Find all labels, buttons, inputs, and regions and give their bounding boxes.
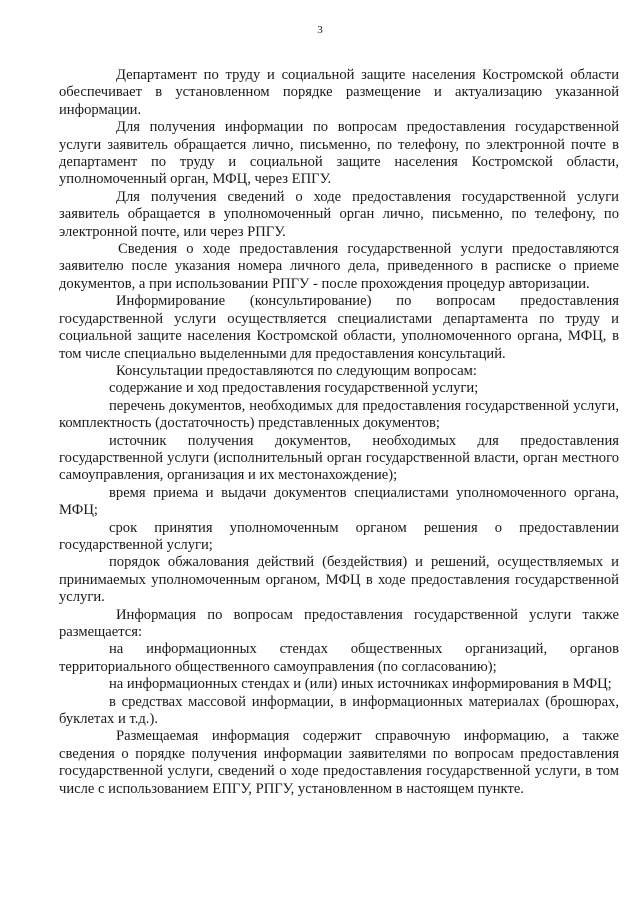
paragraph: Для получения информации по вопросам предоставления государственной услуги заявитель обращается лично, письменно, по телефону, по электронной почте в департамент по труду и социальной защите населения Костромской области, уполномоченный орган, МФЦ, через ЕПГУ.	[59, 119, 619, 188]
paragraph: Размещаемая информация содержит справочную информацию, а также сведения о порядке получения информации заявителями по вопросам предоставления государственной услуги, сведений о ходе предоставления государственной услуги, в том числе с использованием ЕПГУ, РПГУ, установленном в настоящем пункте.	[59, 728, 619, 797]
list-item: в средствах массовой информации, в информационных материалах (брошюрах, буклетах и т.д.).	[59, 693, 619, 728]
list-item: источник получения документов, необходимых для предоставления государственной услуги (исполнительный орган государственной власти, орган местного самоуправления, организация и их местонахождение);	[59, 432, 619, 484]
paragraph: Для получения сведений о ходе предоставления государственной услуги заявитель обращается в уполномоченный орган лично, письменно, по телефону, по электронной почте, или через РПГУ.	[59, 188, 619, 240]
list-item: содержание и ход предоставления государственной услуги;	[109, 380, 479, 397]
paragraph: Информация по вопросам предоставления государственной услуги также размещается:	[59, 606, 619, 640]
paragraph: Консультации предоставляются по следующим вопросам:	[116, 362, 477, 379]
document-body	[59, 67, 619, 798]
list-item: перечень документов, необходимых для предоставления государственной услуги, комплектность (достаточность) представленных документов;	[59, 397, 619, 432]
page-number: 3	[317, 24, 323, 36]
list-item: время приема и выдачи документов специалистами уполномоченного органа, МФЦ;	[59, 484, 619, 519]
paragraph: Департамент по труду и социальной защите населения Костромской области обеспечивает в установленном порядке размещение и актуализацию указанной информации.	[59, 67, 619, 118]
list-item: на информационных стендах общественных организаций, органов территориального общественного самоуправления (по согласованию);	[59, 641, 619, 675]
paragraph: Информирование (консультирование) по вопросам предоставления государственной услуги осуществляется специалистами департамента по труду и социальной защите населения Костромской области, уполномоченного органа, МФЦ, в том числе специально выделенными для предоставления консультаций.	[59, 293, 619, 362]
paragraph: Сведения о ходе предоставления государственной услуги предоставляются заявителю после указания номера личного дела, приведенного в расписке о приеме документов, а при использовании РПГУ - после прохождения процедур авторизации.	[59, 241, 619, 292]
list-item: на информационных стендах и (или) иных источниках информирования в МФЦ;	[109, 676, 612, 693]
list-item: срок принятия уполномоченным органом решения о предоставлении государственной услуги;	[59, 519, 619, 553]
list-item: порядок обжалования действий (бездействия) и решений, осуществляемых и принимаемых уполномоченным органом, МФЦ в ходе предоставления государственной услуги.	[59, 554, 619, 606]
